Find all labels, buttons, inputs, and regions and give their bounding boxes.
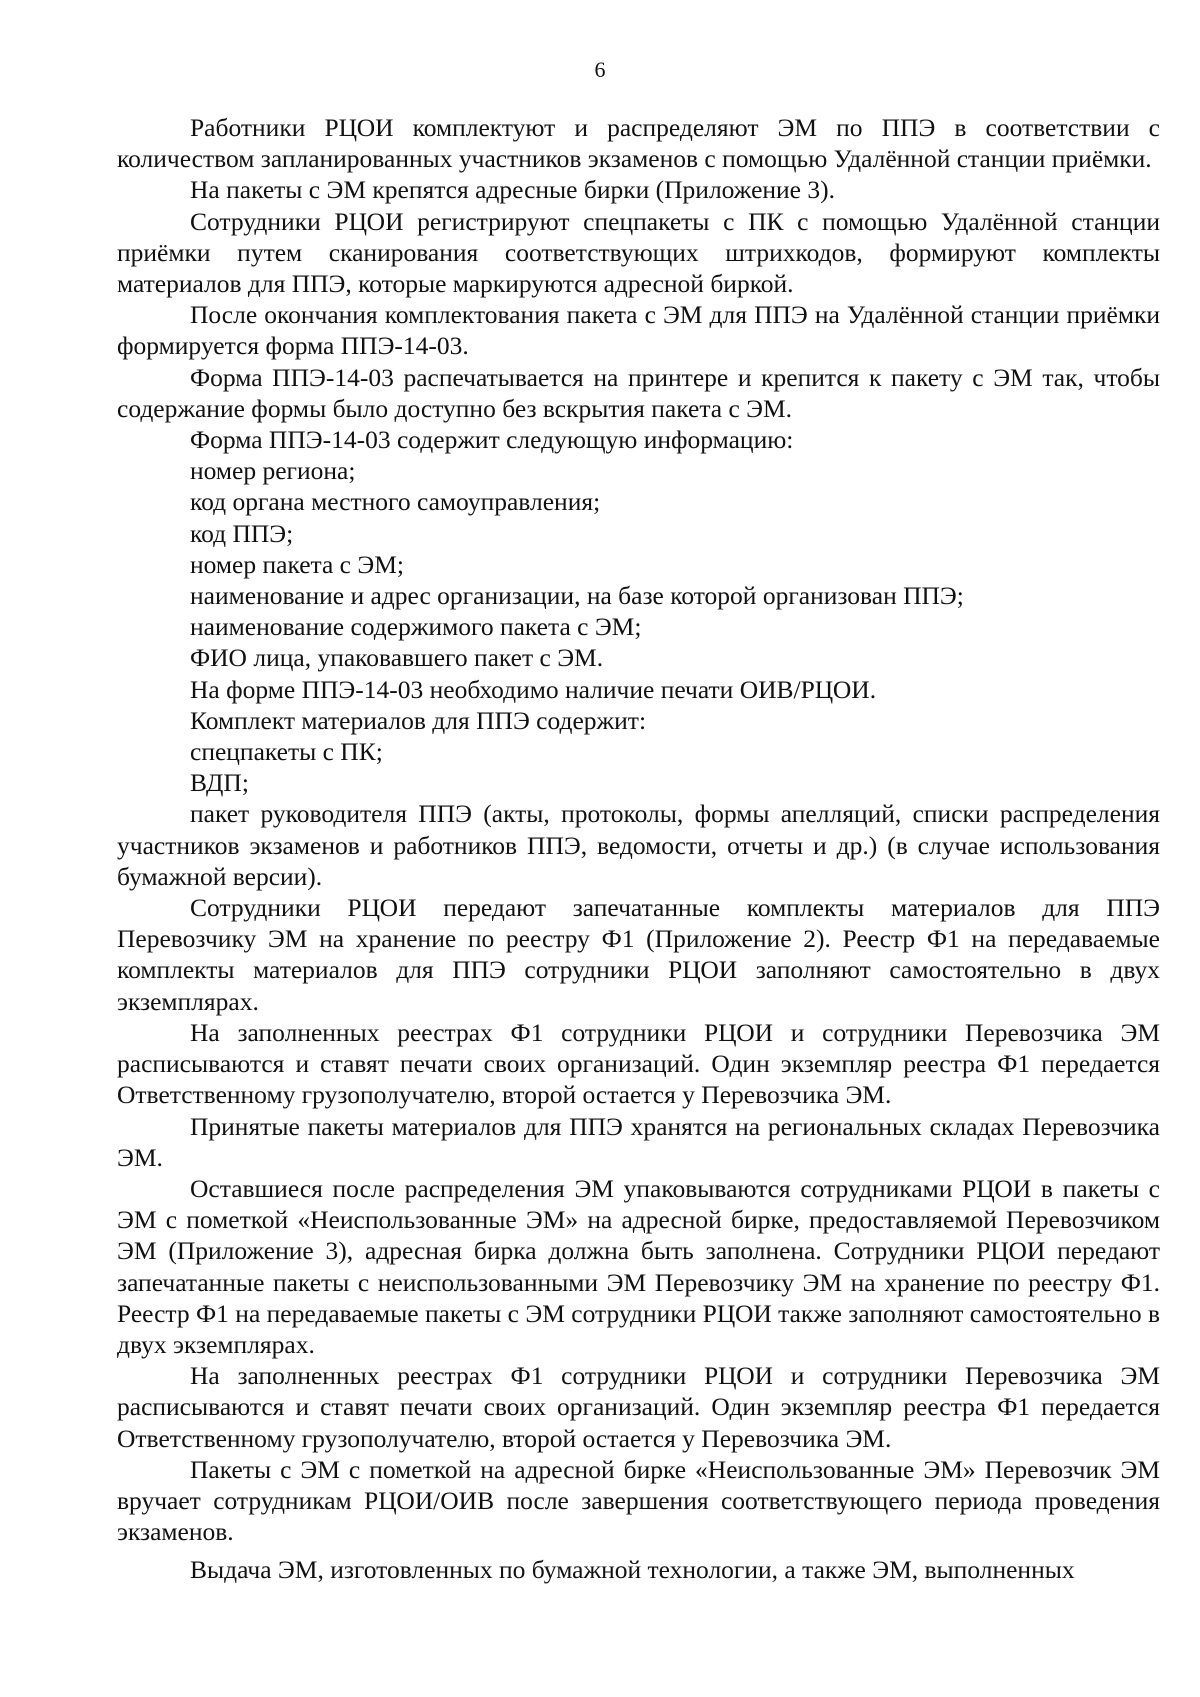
list-item-package-contents: наименование содержимого пакета с ЭМ; bbox=[190, 612, 642, 642]
page-number: 6 bbox=[594, 57, 606, 82]
paragraph-handover-kits: Сотрудники РЦОИ передают запечатанные комплекты материалов для ППЭ Перевозчику ЭМ на хранение по реестру Ф1 (Приложение 2). Реестр Ф1 на передаваемые комплекты материалов для ППЭ сотрудники РЦОИ заполняют самостоятельно в двух экземплярах. bbox=[117, 893, 1160, 1016]
document-body bbox=[117, 112, 1160, 1586]
paragraph-form-printing: Форма ППЭ-14-03 распечатывается на принтере и крепится к пакету с ЭМ так, чтобы содержание формы было доступно без вскрытия пакета с ЭМ. bbox=[117, 362, 1160, 423]
paragraph-issuance: Выдача ЭМ, изготовленных по бумажной технологии, а также ЭМ, выполненных bbox=[190, 1555, 1075, 1585]
paragraph-distribution: Работники РЦОИ комплектуют и распределяют ЭМ по ППЭ в соответствии с количеством запланированных участников экзаменов с помощью Удалённой станции приёмки. bbox=[117, 113, 1160, 174]
paragraph-return-unused: Пакеты с ЭМ с пометкой на адресной бирке «Неиспользованные ЭМ» Перевозчик ЭМ вручает сотрудникам РЦОИ/ОИВ после завершения соответствующего периода проведения экзаменов. bbox=[117, 1454, 1160, 1547]
list-item-municipality-code: код органа местного самоуправления; bbox=[190, 487, 601, 517]
list-item-package-number: номер пакета с ЭМ; bbox=[190, 549, 404, 579]
paragraph-registry-signing-2: На заполненных реестрах Ф1 сотрудники РЦОИ и сотрудники Перевозчика ЭМ расписываются и ставят печати своих организаций. Один экземпляр реестра Ф1 передается Ответственному грузополучателю, второй остается у Перевозчика ЭМ. bbox=[117, 1361, 1160, 1453]
paragraph-form-generation: После окончания комплектования пакета с ЭМ для ППЭ на Удалённой станции приёмки формируется форма ППЭ-14-03. bbox=[117, 300, 1160, 361]
paragraph-stamp-requirement: На форме ППЭ-14-03 необходимо наличие печати ОИВ/РЦОИ. bbox=[190, 674, 877, 704]
paragraph-kit-contents-intro: Комплект материалов для ППЭ содержит: bbox=[190, 705, 647, 735]
list-item-packer-name: ФИО лица, упаковавшего пакет с ЭМ. bbox=[190, 643, 604, 673]
list-item-organization: наименование и адрес организации, на базе которой организован ППЭ; bbox=[190, 581, 964, 611]
paragraph-registry-signing: На заполненных реестрах Ф1 сотрудники РЦОИ и сотрудники Перевозчика ЭМ расписываются и ставят печати своих организаций. Один экземпляр реестра Ф1 передается Ответственному грузополучателю, второй остается у Перевозчика ЭМ. bbox=[117, 1017, 1160, 1110]
list-item-ppe-code: код ППЭ; bbox=[190, 518, 294, 548]
paragraph-unused-materials: Оставшиеся после распределения ЭМ упаковываются сотрудниками РЦОИ в пакеты с ЭМ с пометкой «Неиспользованные ЭМ» на адресной бирке, предоставляемой Перевозчиком ЭМ (Приложение 3), адресная бирка должна быть заполнена. Сотрудники РЦОИ передают запечатанные пакеты с неиспользованными ЭМ Перевозчику ЭМ на хранение по реестру Ф1. Реестр Ф1 на передаваемые пакеты с ЭМ сотрудники РЦОИ также заполняют самостоятельно в двух экземплярах. bbox=[117, 1173, 1160, 1359]
list-item-region-number: номер региона; bbox=[190, 456, 356, 486]
list-item-special-packages: спецпакеты с ПК; bbox=[190, 737, 383, 767]
list-item-supervisor-package: пакет руководителя ППЭ (акты, протоколы, формы апелляций, списки распределения участников экзаменов и работников ППЭ, ведомости, отчеты и др.) (в случае использования бумажной версии). bbox=[117, 799, 1160, 891]
paragraph-registration: Сотрудники РЦОИ регистрируют спецпакеты с ПК с помощью Удалённой станции приёмки путем сканирования соответствующих штрихкодов, формируют комплекты материалов для ППЭ, которые маркируются адресной биркой. bbox=[117, 206, 1160, 299]
paragraph-storage: Принятые пакеты материалов для ППЭ хранятся на региональных складах Перевозчика ЭМ. bbox=[117, 1111, 1160, 1172]
paragraph-form-contents-intro: Форма ППЭ-14-03 содержит следующую информацию: bbox=[190, 425, 794, 455]
paragraph-address-tags: На пакеты с ЭМ крепятся адресные бирки (Приложение 3). bbox=[190, 175, 835, 205]
list-item-vdp: ВДП; bbox=[190, 768, 249, 798]
